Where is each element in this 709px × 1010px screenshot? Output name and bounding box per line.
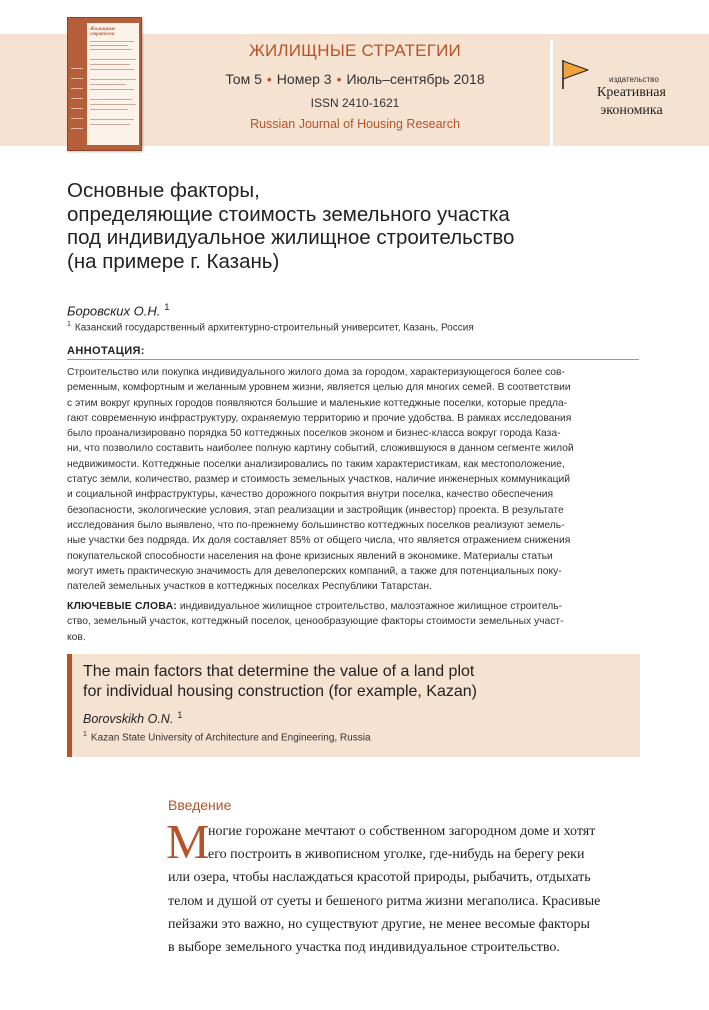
- cover-title-line: Жилищные: [90, 27, 116, 32]
- keywords-line: ство, земельный участок, коттеджный поселок, ценообразующие факторы стоимости земельных участ-: [67, 616, 564, 628]
- abstract-divider: [67, 359, 639, 360]
- separator-dot: •: [336, 71, 342, 87]
- title-line: под индивидуальное жилищное строительство: [67, 226, 515, 249]
- cover-spine-line: [71, 98, 83, 99]
- body-line: пейзажи это важно, но существуют другие, не менее весомые факторы: [168, 916, 590, 932]
- english-affiliation-text: Kazan State University of Architecture and Engineering, Russia: [90, 732, 371, 744]
- cover-line: [90, 64, 130, 65]
- abstract-line: могут иметь практическую значимость для девелоперских компаний, а также для потенциальных поку-: [67, 565, 562, 577]
- body-line: или озера, чтобы наслаждаться красотой природы, рыбачить, отдыхать: [168, 870, 591, 886]
- abstract-line: было проанализировано порядка 50 коттеджных поселков эконом и бизнес-класса вокруг города Каза-: [67, 428, 561, 440]
- keywords-label: КЛЮЧЕВЫЕ СЛОВА:: [67, 601, 178, 612]
- journal-title: ЖИЛИЩНЫЕ СТРАТЕГИИ: [249, 41, 461, 60]
- english-affiliation-sup: 1: [83, 731, 87, 738]
- cover-line: [90, 104, 136, 105]
- english-author[interactable]: [83, 710, 182, 726]
- keywords: [67, 599, 641, 645]
- abstract-line: Строительство или покупка индивидуального жилого дома за городом, характеризующегося более сов-: [67, 367, 565, 378]
- english-title-line: The main factors that determine the value of a land plot: [83, 663, 475, 680]
- journal-title-en[interactable]: Russian Journal of Housing Research: [250, 117, 460, 131]
- keywords-line: [67, 599, 641, 614]
- keywords-text: индивидуальное жилищное строительство, малоэтажное жилищное строитель-: [179, 601, 563, 612]
- journal-cover-thumbnail[interactable]: [67, 17, 142, 151]
- body-line: телом и душой от суеты и бешеного ритма жизни мегаполиса. Красивые: [168, 893, 601, 909]
- title-line: определяющие стоимость земельного участка: [67, 202, 510, 226]
- abstract-line: ные участки без подряда. Их доля составляет 85% от общего числа, что является отражением снижения: [67, 535, 571, 547]
- cover-line: [90, 119, 134, 120]
- header-divider: [550, 40, 553, 146]
- cover-spine-line: [71, 78, 83, 79]
- cover-title: [90, 27, 115, 37]
- cover-spine-line: [71, 118, 83, 119]
- volume: Том 5: [225, 71, 262, 87]
- article-title: [67, 179, 667, 273]
- issn: ISSN 2410-1621: [310, 96, 400, 110]
- cover-line: [90, 79, 136, 80]
- english-title-line: for individual housing construction (for example, Kazan): [83, 683, 477, 700]
- abstract-line: гают современную инфраструктуру, охраняемую территорию и прочие удобства. В рамках исследования: [67, 412, 572, 424]
- body-line: в выборе земельного участка под индивидуальное строительство.: [168, 940, 560, 956]
- abstract-line: и социальной инфраструктуры, качество дорожного покрытия внутри поселка, качество обеспечения: [67, 489, 554, 501]
- body-paragraph: [168, 820, 640, 959]
- cover-line: [90, 49, 132, 50]
- body-line: ногие горожане мечтают о собственном загородном доме и хотят: [208, 824, 596, 839]
- abstract-line: пателей земельных участков в коттеджных поселках Республики Татарстан.: [67, 581, 432, 593]
- body-line: его построить в живописном уголке, где-нибудь на берегу реки: [208, 847, 585, 863]
- affiliation-sup: 1: [67, 321, 71, 328]
- english-author-sup: 1: [177, 710, 183, 720]
- abstract-line: ременным, комфортным и желанным уровнем жизни, является целью для многих семей. В соответствии: [67, 382, 571, 394]
- english-affiliation: [83, 731, 371, 743]
- title-line: (на примере г. Казань): [67, 249, 280, 273]
- issue-period: Июль–сентябрь 2018: [346, 71, 485, 87]
- cover-title-line: стратегии: [90, 32, 115, 37]
- affiliation: [67, 321, 474, 333]
- cover-line: [90, 84, 126, 85]
- cover-spine-line: [71, 88, 83, 89]
- abstract-line: статус земли, количество, размер и стоимость земельных участков, наличие инженерных коммуникаций: [67, 474, 570, 486]
- abstract-line: покупательской способности населения на фоне кризисных явлений в экономике. Материалы статьи: [67, 550, 553, 562]
- cover-line: [90, 59, 136, 60]
- issue-info: [200, 71, 510, 87]
- keywords-line: ков.: [67, 631, 86, 643]
- publisher-name[interactable]: [584, 84, 679, 120]
- publisher-name-line: экономика: [600, 103, 663, 118]
- cover-spine-line: [71, 68, 83, 69]
- abstract-line: ни, что позволило составить наиболее полную картину событий, сложившуюся в данном сегменте жилой: [67, 443, 574, 455]
- publisher-label: издательство: [609, 75, 659, 84]
- issue-number: Номер 3: [276, 71, 332, 87]
- author-name: Боровских О.Н.: [67, 303, 161, 319]
- drop-cap: М: [166, 814, 210, 869]
- title-line: Основные факторы,: [67, 179, 260, 202]
- cover-line: [90, 89, 134, 90]
- author-sup: 1: [164, 302, 170, 312]
- cover-spine-line: [71, 128, 83, 129]
- cover-line: [90, 45, 128, 46]
- cover-line: [90, 109, 128, 110]
- cover-line: [90, 99, 132, 100]
- abstract-line: с этим вокруг крупных городов появляются большие и маленькие коттеджные поселки, которые предла-: [67, 397, 568, 409]
- cover-line: [90, 69, 134, 70]
- abstract-line: недвижимости. Коттеджные поселки анализировались по таким характеристикам, как местоположение,: [67, 458, 565, 470]
- abstract-label: АННОТАЦИЯ:: [67, 345, 145, 357]
- abstract-line: безопасности, экологические условия, этап реализации и застройщик (инвестор) проекта. В результате: [67, 504, 564, 516]
- english-author-name: Borovskikh O.N.: [83, 712, 174, 727]
- cover-page: [87, 23, 139, 145]
- abstract-line: исследования было выявлено, что по-прежнему большинство коттеджных поселков реализуют земель-: [67, 519, 565, 531]
- section-heading: Введение: [168, 797, 232, 813]
- cover-spine-line: [71, 108, 83, 109]
- english-title: [83, 662, 477, 702]
- abstract-text: [67, 365, 641, 594]
- author[interactable]: [67, 302, 169, 318]
- affiliation-text: Казанский государственный архитектурно-строительный университет, Казань, Россия: [74, 322, 474, 334]
- publisher-name-line: Креативная: [597, 85, 666, 100]
- separator-dot: •: [266, 71, 272, 87]
- cover-line: [90, 124, 130, 125]
- cover-line: [90, 41, 134, 42]
